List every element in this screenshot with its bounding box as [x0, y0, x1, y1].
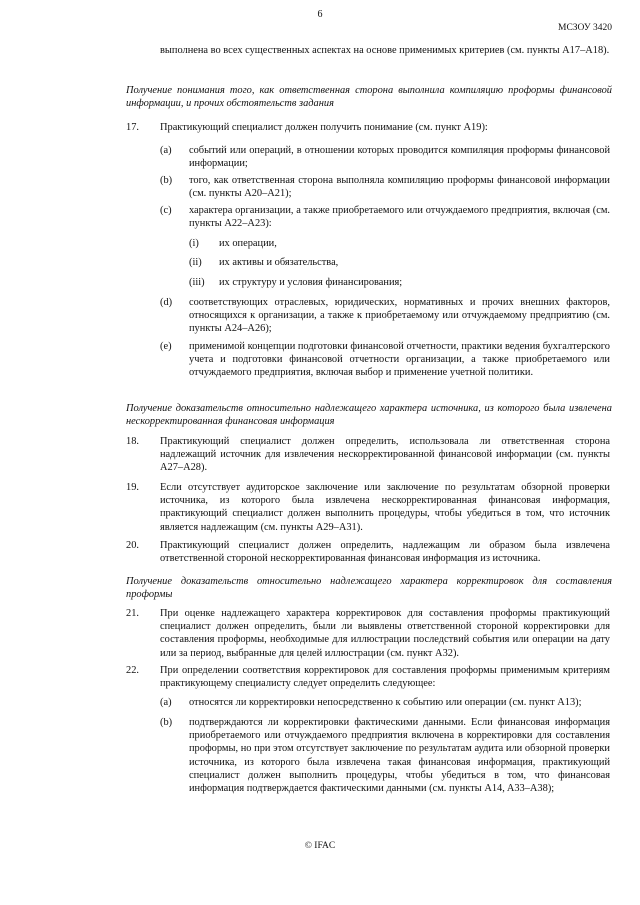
list-item-label: (c) — [160, 205, 172, 216]
list-item-label: (d) — [160, 297, 173, 308]
list-item-label: (a) — [160, 697, 172, 708]
sub-list-item-label: (i) — [189, 238, 199, 249]
paragraph-number: 17. — [126, 122, 139, 133]
sub-list-item-text: их активы и обязательства, — [219, 257, 339, 268]
list-item-label: (b) — [160, 717, 173, 728]
document-code: МСЗОУ 3420 — [558, 23, 612, 33]
sub-list-item-label: (iii) — [189, 277, 205, 288]
list-item-text: характера организации, а также приобретаемого или отчуждаемого предприятия, включая (см. пункты A22–A23): — [189, 205, 610, 230]
paragraph-number: 20. — [126, 540, 139, 551]
list-item-label: (a) — [160, 145, 172, 156]
paragraph-number: 21. — [126, 608, 139, 619]
paragraph-number: 19. — [126, 482, 139, 493]
list-item-text: того, как ответственная сторона выполняла компиляцию проформы финансовой информации (см. пункты A20–A21); — [189, 175, 610, 200]
list-item-text: событий или операций, в отношении которых проводится компиляция проформы финансовой информации; — [189, 145, 610, 170]
section-heading-source: Получение доказательств относительно надлежащего характера источника, из которого была извлечена нескорректированная финансовая информация — [126, 403, 612, 428]
footer-copyright: © IFAC — [304, 841, 336, 851]
paragraph-number: 22. — [126, 665, 139, 676]
paragraph-text: Практикующий специалист должен определить, надлежащим ли образом была извлечена ответственной стороной нескорректированная финансовая информация из источника. — [160, 540, 610, 565]
list-item-text: соответствующих отраслевых, юридических, нормативных и прочих внешних факторов, относящихся к организации, а также к приобретаемому или отчуждаемому предприятию (см. пункты A24–A26); — [189, 297, 610, 335]
list-item-text: применимой концепции подготовки финансовой отчетности, практики ведения бухгалтерского учета и подготовки финансовой отчетности организации, а также приобретаемого или отчуждаемого предприятия, включая выбор и применение учетной политики. — [189, 341, 610, 379]
paragraph-text: Практикующий специалист должен определить, использовала ли ответственная сторона надлежащий источник для извлечения нескорректированной финансовой информации (см. пункты A27–A28). — [160, 436, 610, 474]
sub-list-item-text: их операции, — [219, 238, 277, 249]
paragraph-text: При определении соответствия корректировок для составления проформы применимым критериям практикующему специалисту следует определить следующее: — [160, 665, 610, 690]
sub-list-item-label: (ii) — [189, 257, 202, 268]
list-item-text: подтверждаются ли корректировки фактическими данными. Если финансовая информация приобретаемого или отчуждаемого предприятия включена в корректировки для составления проформы, но при этом отсутствует заключение по результатам аудита или обзорной проверки источника, из которого была извлечена такая финансовая информация, практикующий специалист должен выполнить процедуры, чтобы убедиться в том, что финансовая информация подтверждается фактическими данными (см. пункты A14, A33–A38); — [189, 717, 610, 795]
paragraph-number: 18. — [126, 436, 139, 447]
paragraph-text: При оценке надлежащего характера корректировок для составления проформы практикующий специалист должен определить, были ли выявлены ответственной стороной корректировки для составления проформы, необходимые для иллюстрации последствий события или операции на дату или за период, выбранные для целей иллюстрации (см. пункт A32). — [160, 608, 610, 659]
paragraph-continuation: выполнена во всех существенных аспектах на основе применимых критериев (см. пункты A17–A18). — [160, 45, 610, 56]
page-number: 6 — [317, 9, 323, 20]
list-item-label: (b) — [160, 175, 173, 186]
paragraph-text: Практикующий специалист должен получить понимание (см. пункт A19): — [160, 122, 488, 133]
paragraph-text: Если отсутствует аудиторское заключение или заключение по результатам обзорной проверки источника, из которого была извлечена нескорректированная финансовая информация, практикующий специалист должен выполнить процедуры, чтобы убедиться в том, что источник является надлежащим (см. пункты A29–A31). — [160, 482, 610, 533]
list-item-label: (e) — [160, 341, 172, 352]
section-heading-adjustments: Получение доказательств относительно надлежащего характера корректировок для составления проформы — [126, 576, 612, 601]
list-item-text: относятся ли корректировки непосредственно к событию или операции (см. пункт A13); — [189, 697, 582, 708]
section-heading-understanding: Получение понимания того, как ответственная сторона выполнила компиляцию проформы финансовой информации, и прочих обстоятельств задания — [126, 85, 612, 110]
sub-list-item-text: их структуру и условия финансирования; — [219, 277, 403, 288]
